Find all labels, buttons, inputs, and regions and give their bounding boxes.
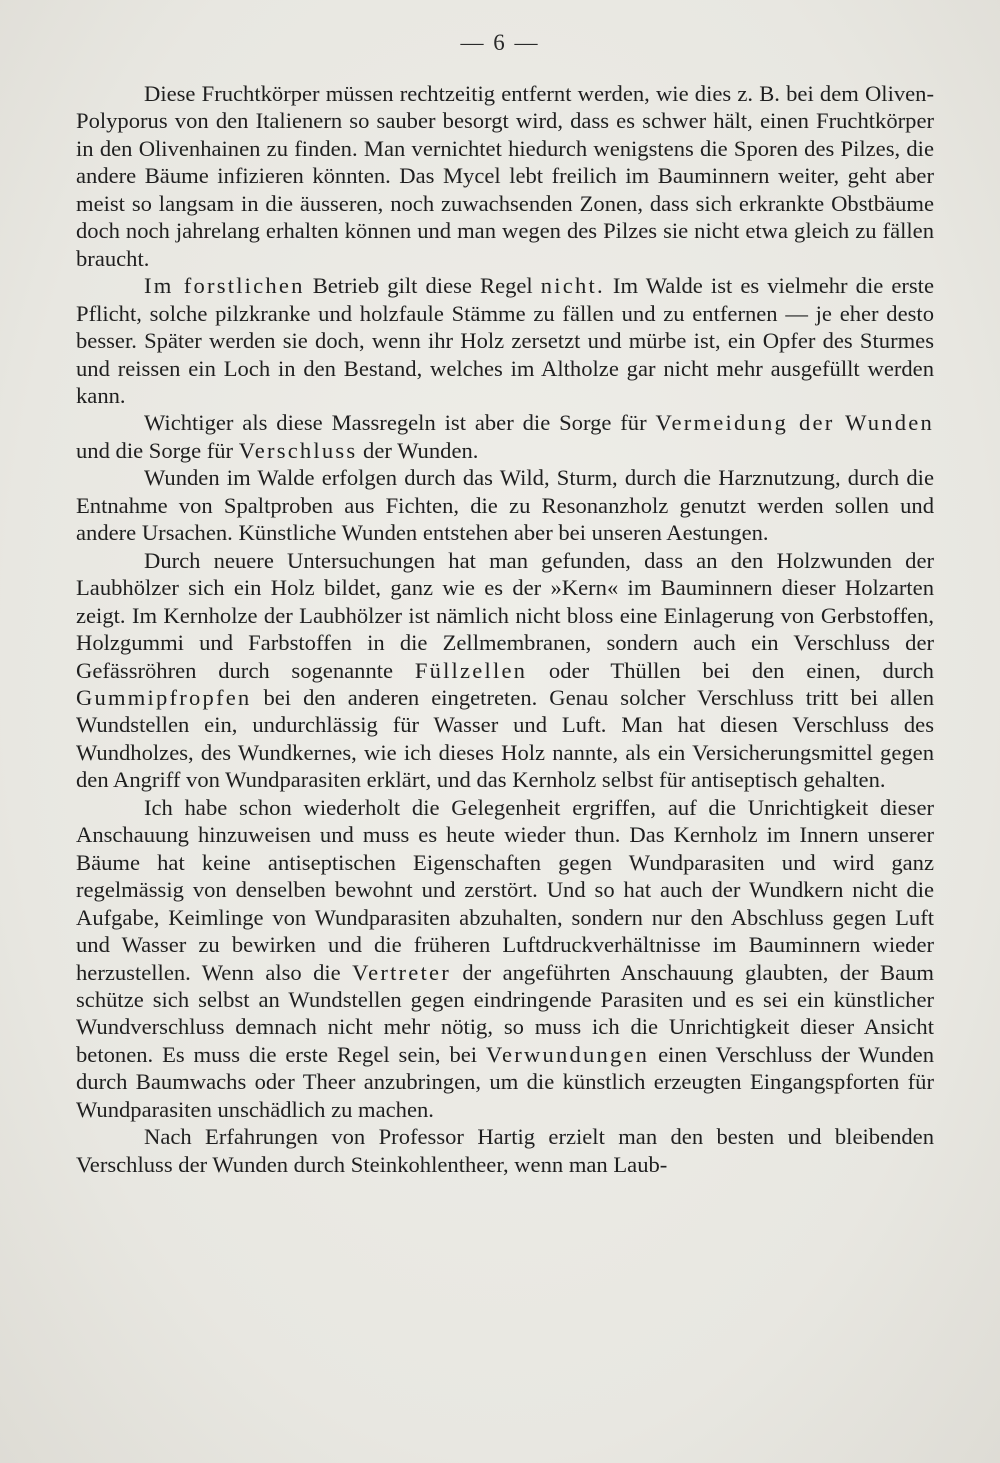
emphasized-text: Verwundungen	[485, 1041, 650, 1067]
paragraph	[76, 1123, 934, 1178]
paragraph	[76, 794, 934, 1123]
emphasized-text: Im forstlichen	[144, 273, 305, 299]
text-run: Ich habe schon wiederholt die Gelegenheit ergriffen, auf die Unrichtigkeit dieser Anschauung hinzuweisen und muss es heute wieder thun. Das Kernholz im Innern unserer Bäume hat keine antiseptischen Eigenschaften gegen Wundparasiten und wird ganz regelmässig von denselben bewohnt und zerstört. Und so hat auch der Wundkern nicht die Aufgabe, Keimlinge von Wundparasiten abzuhalten, sondern nur den Abschluss gegen Luft und Wasser zu bewirken und die früheren Luftdruckverhältnisse im Bauminnern wieder herzustellen. Wenn also die	[76, 794, 934, 985]
emphasized-text: Gummipfropfen	[76, 684, 252, 710]
text-run: Wunden im Walde erfolgen durch das Wild, Sturm, durch die Harznutzung, durch die Entnahme von Spaltproben aus Fichten, die zu Resonanzholz genutzt werden sollen und andere Ursachen. Künstliche Wunden entstehen aber bei unseren Aestungen.	[76, 465, 934, 546]
text-run: oder Thüllen bei den einen, durch	[527, 657, 934, 683]
text-run: Durch neuere Untersuchungen hat man gefunden, dass an den Holzwunden der Laubhölzer sich ein Holz bildet, ganz wie es der »Kern« im Bauminnern dieser Holzarten zeigt. Im Kernholze der Laubhölzer ist nämlich nicht bloss eine Einlagerung von Gerbstoffen, Holzgummi und Farbstoffen in die Zellmembranen, sondern auch ein Verschluss der Gefässröhren durch sogenannte	[76, 547, 934, 683]
paragraph	[76, 464, 934, 546]
emphasized-text: Verschluss	[238, 437, 358, 463]
text-run: Diese Fruchtkörper müssen rechtzeitig entfernt werden, wie dies z. B. bei dem Oliven-Polyporus von den Italienern so sauber besorgt wird, dass es schwer hält, einen Fruchtkörper in den Olivenhainen zu finden. Man vernichtet hiedurch wenigstens die Sporen des Pilzes, die andere Bäume infizieren könnten. Das Mycel lebt freilich im Bauminnern weiter, geht aber meist so langsam in die äusseren, noch zuwachsenden Zonen, dass sich erkrankte Obstbäume doch noch jahrelang erhalten können und man wegen des Pilzes sie nicht etwa gleich zu fällen braucht.	[76, 81, 934, 271]
text-run: einen Verschluss der Wunden durch Baumwachs oder Theer anzubringen, um die künstlich erzeugten Eingangspforten für Wundparasiten unschädlich zu machen.	[76, 1041, 934, 1122]
emphasized-text: Füllzellen	[414, 657, 528, 683]
emphasized-text: Vermeidung der Wunden	[655, 410, 934, 436]
page-number: — 6 —	[460, 30, 540, 55]
text-run: Nach Erfahrungen von Professor Hartig erzielt man den besten und bleibenden Verschluss der Wunden durch Steinkohlentheer, wenn man Laub-	[76, 1124, 934, 1177]
emphasized-text: nicht.	[540, 273, 605, 299]
text-run: Im Walde ist es vielmehr die erste Pflicht, solche pilzkranke und holzfaule Stämme zu fällen und zu entfernen — je eher desto besser. Später werden sie doch, wenn ihr Holz zersetzt und mürbe ist, ein Opfer des Sturmes und reissen ein Loch in den Bestand, welches im Altholze gar nicht mehr ausgefüllt werden kann.	[76, 273, 934, 408]
text-run: Betrieb gilt diese Regel	[304, 273, 541, 299]
paragraph	[76, 409, 934, 464]
paragraph	[76, 272, 934, 409]
text-run: der angeführten Anschauung glaubten, der Baum schütze sich selbst an Wundstellen gegen eindringende Parasiten und es sei ein künstlicher Wundverschluss demnach nicht mehr nötig, so muss ich die Unrichtigkeit dieser Ansicht betonen. Es muss die erste Regel sein, bei	[76, 959, 934, 1067]
body-text	[76, 80, 934, 1178]
text-run: Wichtiger als diese Massregeln ist aber die Sorge für	[144, 410, 656, 436]
text-run: der Wunden.	[357, 437, 479, 463]
paragraph	[76, 547, 934, 794]
text-run: und die Sorge für	[76, 437, 239, 463]
text-run: bei den anderen eingetreten. Genau solcher Verschluss tritt bei allen Wundstellen ein, undurchlässig für Wasser und Luft. Man hat diesen Verschluss des Wundholzes, des Wundkernes, wie ich dieses Holz nannte, als ein Versicherungsmittel gegen den Angriff von Wundparasiten erklärt, und das Kernholz selbst für antiseptisch gehalten.	[76, 684, 934, 793]
paragraph	[76, 80, 934, 272]
emphasized-text: Vertreter	[352, 959, 451, 985]
